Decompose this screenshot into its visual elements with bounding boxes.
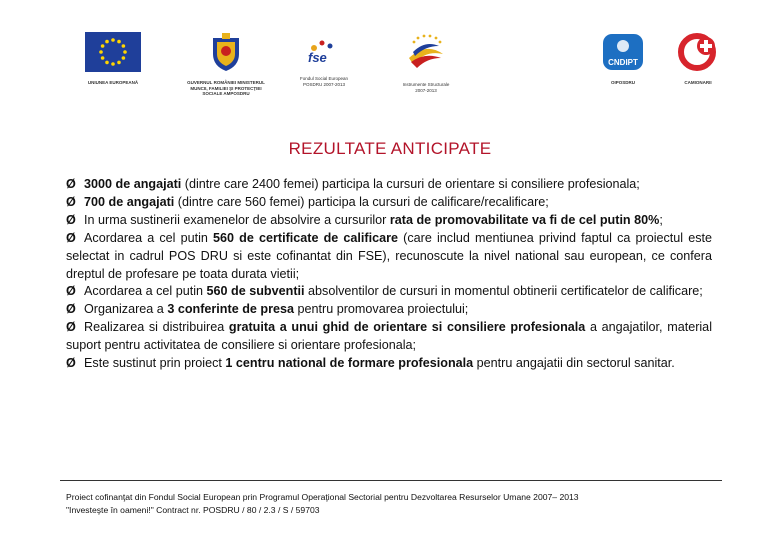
list-item: Ø 3000 de angajati (dintre care 2400 femei) participa la cursuri de orientare si consiliere profesionala; xyxy=(66,176,712,194)
list-item: Ø Acordarea a cel putin 560 de certificate de calificare (care includ mentiunea privind faptul ca proiectul este selectat in cadrul POS DRU si este cofinantat din FSE), recunoscute la nivel national sau european, ce confera dreptul de profesare pe toata durata vietii; xyxy=(66,230,713,281)
fse-logo xyxy=(292,32,356,87)
instrumente-structurale-caption: Instrumente Structurale 2007-2013 xyxy=(402,82,450,93)
eu-logo xyxy=(82,32,144,86)
cndipt-mark-icon xyxy=(601,32,645,72)
list-item: Ø In urma sustinerii examenelor de absolvire a cursurilor rata de promovabilitate va fi de cel putin 80%; xyxy=(66,212,712,230)
camionarii-caption: CAMIONARII xyxy=(684,80,712,85)
cndipt-logo xyxy=(600,32,646,86)
eu-star-icon xyxy=(111,38,115,42)
eu-star-icon xyxy=(117,61,121,65)
structural-instruments-icon xyxy=(403,32,449,74)
list-item: Ø Acordarea a cel putin 560 de subventii absolventilor de cursuri in momentul obtinerii certificatelor de calificare; xyxy=(66,283,712,301)
government-caption: GUVERNUL ROMÂNIEI MINISTERUL MUNCII, FAMILIEI ŞI PROTECŢIEI SOCIALE AMPOSDRU xyxy=(187,80,265,96)
eu-star-icon xyxy=(117,40,121,44)
eu-star-icon xyxy=(101,44,105,48)
fse-caption: Fondul Social European POSDRU 2007-2013 xyxy=(299,76,349,87)
cndipt-caption: OIPOSDRU xyxy=(610,80,635,85)
cndipt-mark: CNDIPT xyxy=(608,58,638,67)
list-item: Ø Este sustinut prin proiect 1 centru national de formare profesionala pentru angajatii din sectorul sanitar. xyxy=(66,355,712,373)
camionarii-logo xyxy=(674,32,722,86)
eu-star-icon xyxy=(99,50,103,54)
eu-star-icon xyxy=(122,44,126,48)
eu-star-icon xyxy=(101,56,105,60)
eu-star-icon xyxy=(122,56,126,60)
medical-cross-icon xyxy=(677,32,719,72)
footer-divider xyxy=(60,480,722,481)
eu-caption: UNIUNEA EUROPEANĂ xyxy=(87,80,139,85)
instrumente-structurale-logo xyxy=(398,32,454,93)
list-item: Ø 700 de angajati (dintre care 560 femei) participa la cursuri de calificare/recalificare; xyxy=(66,194,712,212)
page-title: REZULTATE ANTICIPATE xyxy=(288,139,492,158)
list-item: Ø Realizarea si distribuirea gratuita a unui ghid de orientare si consiliere profesionala a angajatilor, material suport pentru activitatea de consiliere si orientare profesionala; xyxy=(66,320,712,353)
footer-line-contract: "Investeşte în oameni!" Contract nr. POSDRU / 80 / 2.3 / S / 59703 xyxy=(66,505,320,515)
arrow-bullet-icon: Ø xyxy=(66,194,76,209)
eu-flag-icon xyxy=(85,32,141,72)
eu-star-icon xyxy=(111,62,115,66)
eu-star-icon xyxy=(105,61,109,65)
arrow-bullet-icon: Ø xyxy=(66,212,76,227)
footer-line-cofinancing: Proiect cofinanţat din Fondul Social European prin Programul Operaţional Sectorial pentru Dezvoltarea Resurselor Umane 2007– 2013 xyxy=(66,492,579,502)
results-list xyxy=(66,176,712,373)
arrow-bullet-icon: Ø xyxy=(66,230,76,245)
footer xyxy=(66,491,726,517)
arrow-bullet-icon: Ø xyxy=(66,320,76,335)
eu-star-icon xyxy=(105,40,109,44)
list-item: Ø Organizarea a 3 conferinte de presa pentru promovarea proiectului; xyxy=(66,301,712,319)
arrow-bullet-icon: Ø xyxy=(66,302,76,317)
government-logo xyxy=(186,32,266,97)
fse-mark: fse xyxy=(308,50,327,65)
coat-of-arms-icon xyxy=(209,32,243,72)
arrow-bullet-icon: Ø xyxy=(66,284,76,299)
fse-mark-icon xyxy=(302,32,346,68)
eu-star-icon xyxy=(123,50,127,54)
arrow-bullet-icon: Ø xyxy=(66,177,76,191)
arrow-bullet-icon: Ø xyxy=(66,356,76,371)
